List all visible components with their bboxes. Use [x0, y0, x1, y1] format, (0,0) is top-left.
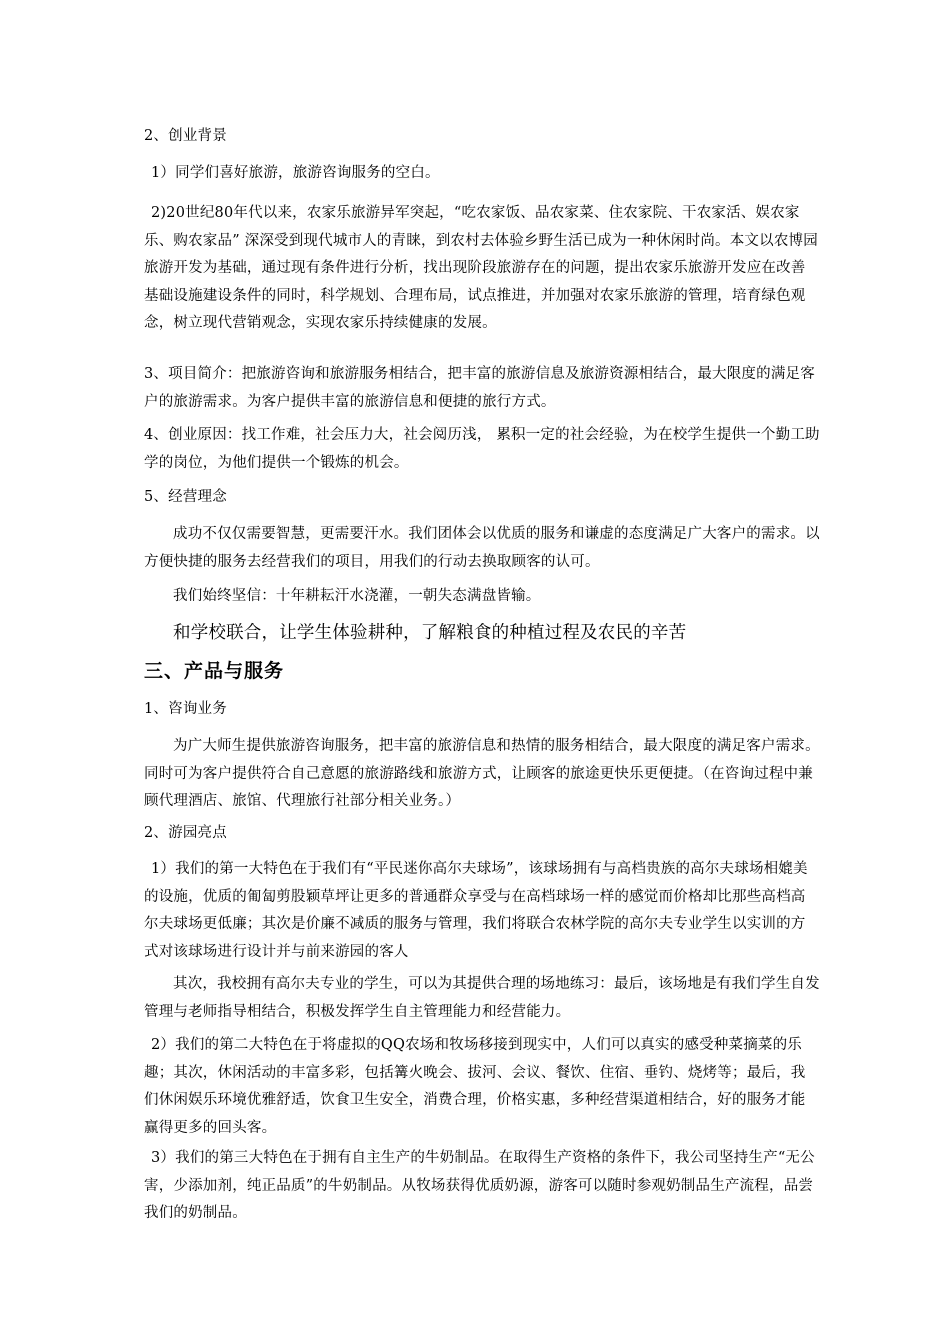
paragraph-background-2: 2)20世纪80年代以来，农家乐旅游异军突起，“吃农家饭、品农家菜、住农家院、干农家活、娱农家乐、购农家品” 深深受到现代城市人的青睐，到农村去体验乡野生活已成为一种休闲时尚。本文以农博园旅游开发为基础，通过现有条件进行分析，找出现阶段旅游存在的问题，提出农家乐旅游开发应在改善基础设施建设条件的同时，科学规划、合理布局，试点推进，并加强对农家乐旅游的管理，培育绿色观念，树立现代营销观念，实现农家乐持续健康的发展。 [144, 205, 818, 331]
paragraph-school-cooperation: 和学校联合，让学生体验耕种，了解粮食的种植过程及农民的辛苦 [173, 623, 687, 643]
paragraph-project-intro: 3、项目简介：把旅游咨询和旅游服务相结合，把丰富的旅游信息及旅游资源相结合，最大限度的满足客户的旅游需求。为客户提供丰富的旅游信息和便捷的旅行方式。 [144, 366, 815, 410]
paragraph-background-1: 1）同学们喜好旅游，旅游咨询服务的空白。 [151, 165, 440, 181]
paragraph-highlight-3: 3）我们的第三大特色在于拥有自主生产的牛奶制品。在取得生产资格的条件下，我公司坚持生产“无公害，少添加剂，纯正品质”的牛奶制品。从牧场获得优质奶源，游客可以随时参观奶制品生产流程，品尝我们的奶制品。 [144, 1150, 815, 1221]
paragraph-highlight-2: 2）我们的第二大特色在于将虚拟的QQ农场和牧场移接到现实中，人们可以真实的感受种菜摘菜的乐趣；其次，休闲活动的丰富多彩，包括篝火晚会、拔河、会议、餐饮、住宿、垂钓、烧烤等；最后，我们休闲娱乐环境优雅舒适，饮食卫生安全，消费合理，价格实惠，多种经营渠道相结合，好的服务才能赢得更多的回头客。 [144, 1037, 806, 1136]
paragraph-consulting: 为广大师生提供旅游咨询服务，把丰富的旅游信息和热情的服务相结合，最大限度的满足客户需求。同时可为客户提供符合自己意愿的旅游路线和旅游方式，让顾客的旅途更快乐更便捷。（在咨询过程中兼顾代理酒店、旅馆、代理旅行社部分相关业务。） [144, 738, 820, 809]
section-heading-business-philosophy: 5、经营理念 [144, 489, 227, 505]
paragraph-highlight-1: 1）我们的第一大特色在于我们有“平民迷你高尔夫球场”，该球场拥有与高档贵族的高尔夫球场相媲美的设施，优质的匍匐剪股颖草坪让更多的普通群众享受与在高档球场一样的感觉而价格却比那些高档高尔夫球场更低廉；其次是价廉不减质的服务与管理，我们将联合农林学院的高尔夫专业学生以实训的方式对该球场进行设计并与前来游园的客人 [144, 861, 808, 960]
chapter-heading-products-services: 三、产品与服务 [144, 660, 285, 682]
paragraph-philosophy: 成功不仅仅需要智慧，更需要汗水。我们团体会以优质的服务和谦虚的态度满足广大客户的需求。以方便快捷的服务去经营我们的项目，用我们的行动去换取顾客的认可。 [144, 526, 820, 570]
section-heading-startup-background: 2、创业背景 [144, 128, 227, 144]
paragraph-startup-reason: 4、创业原因：找工作难，社会压力大，社会阅历浅， 累积一定的社会经验，为在校学生提供一个勤工助学的岗位，为他们提供一个锻炼的机会。 [144, 427, 820, 471]
section-heading-consulting: 1、咨询业务 [144, 701, 227, 717]
paragraph-highlight-1-continued: 其次，我校拥有高尔夫专业的学生，可以为其提供合理的场地练习：最后，该场地是有我们学生自发管理与老师指导相结合，积极发挥学生自主管理能力和经营能力。 [144, 976, 820, 1020]
paragraph-belief: 我们始终坚信：十年耕耘汗水浇灌，一朝失态满盘皆输。 [173, 588, 541, 604]
section-heading-park-highlights: 2、游园亮点 [144, 825, 227, 841]
